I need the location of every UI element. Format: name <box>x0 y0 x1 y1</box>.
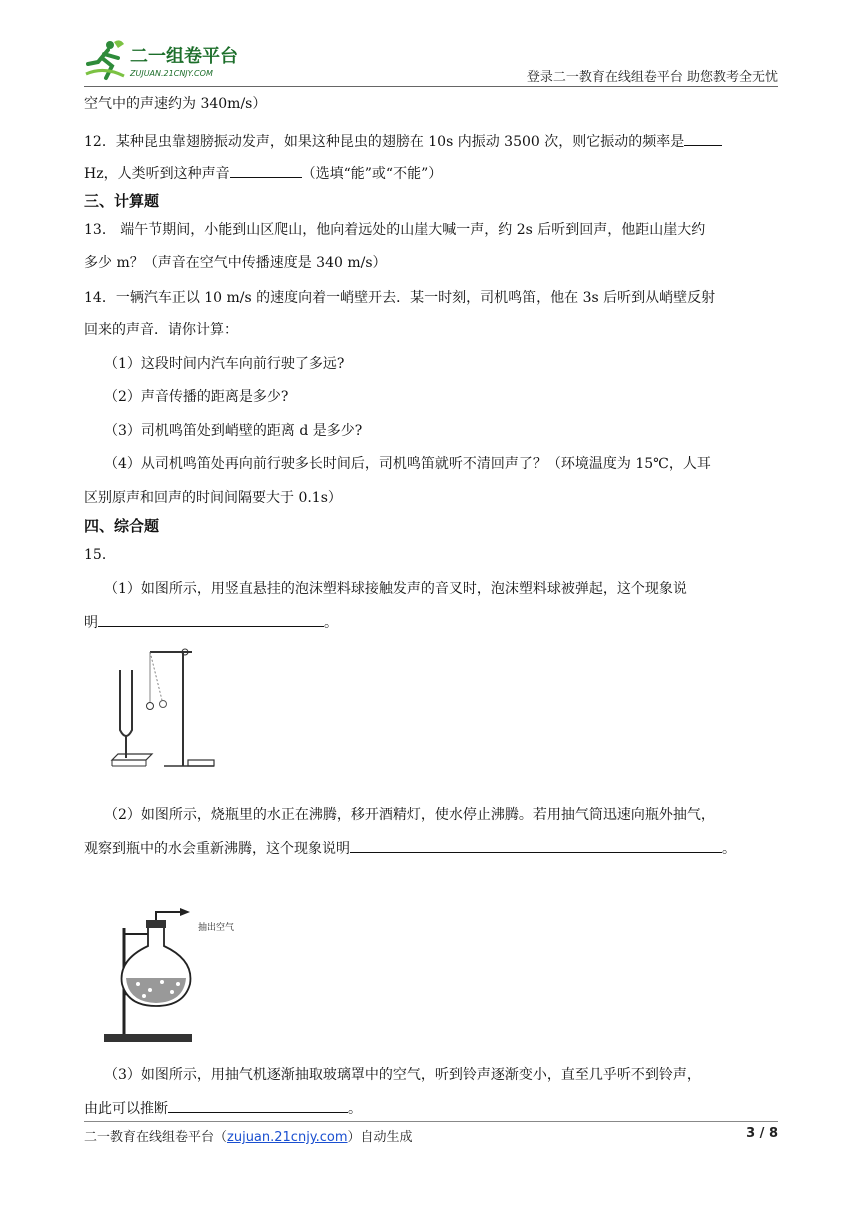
logo-title: 二一组卷平台 <box>130 46 238 67</box>
answer-blank[interactable] <box>230 163 302 178</box>
answer-blank[interactable] <box>684 131 722 146</box>
footer-source: 二一教育在线组卷平台（zujuan.21cnjy.com）自动生成 <box>84 1130 413 1145</box>
question-13: 13． 端午节期间，小能到山区爬山，他向着远处的山崖大喊一声，约 2s 后听到回声，他距山崖大约 <box>84 222 706 238</box>
question-15-part-1: （1）如图所示，用竖直悬挂的泡沫塑料球接触发声的音叉时，泡沫塑料球被弹起，这个现象说 <box>104 581 687 597</box>
question-14-part-3: （3）司机鸣笛处到峭壁的距离 d 是多少? <box>104 423 363 439</box>
question-15-part-2-cont: 观察到瓶中的水会重新沸腾，这个现象说明 。 <box>84 838 778 859</box>
tuning-fork-figure <box>110 630 220 778</box>
page-number: 3 / 8 <box>746 1126 778 1141</box>
figure-label: 抽出空气 <box>198 923 235 933</box>
header-slogan: 登录二一教育在线组卷平台 助您教考全无忧 <box>526 70 778 85</box>
site-logo[interactable] <box>84 36 274 84</box>
text-line: 空气中的声速约为 340m/s） <box>84 96 267 112</box>
question-14-cont: 回来的声音．请你计算： <box>84 322 238 338</box>
header-divider <box>84 86 778 87</box>
answer-blank[interactable] <box>350 838 722 853</box>
logo-url: ZUJUAN.21CNJY.COM <box>130 69 213 78</box>
flask-figure <box>98 898 248 1050</box>
answer-blank[interactable] <box>98 612 324 627</box>
question-15: 15． <box>84 547 116 563</box>
section-heading-4: 四、综合题 <box>84 517 160 535</box>
section-heading-3: 三、计算题 <box>84 192 160 210</box>
footer-divider <box>84 1121 778 1122</box>
footer-link[interactable]: zujuan.21cnjy.com <box>227 1130 348 1145</box>
question-14: 14．一辆汽车正以 10 m/s 的速度向着一峭壁开去．某一时刻，司机鸣笛，他在 3s 后听到从峭壁反射 <box>84 290 716 306</box>
question-12: 12．某种昆虫靠翅膀振动发声，如果这种昆虫的翅膀在 10s 内振动 3500 次，则它振动的频率是 <box>84 131 778 152</box>
answer-blank[interactable] <box>168 1098 348 1113</box>
runner-logo-icon <box>84 36 274 84</box>
question-14-part-2: （2）声音传播的距离是多少? <box>104 389 289 405</box>
question-12-cont: Hz，人类听到这种声音 （选填“能”或“不能”） <box>84 163 778 184</box>
question-15-part-3: （3）如图所示，用抽气机逐渐抽取玻璃罩中的空气，听到铃声逐渐变小，直至几乎听不到铃声， <box>104 1067 701 1083</box>
question-14-part-1: （1）这段时间内汽车向前行驶了多远? <box>104 356 345 372</box>
question-15-part-3-cont: 由此可以推断 。 <box>84 1098 778 1119</box>
question-14-part-4: （4）从司机鸣笛处再向前行驶多长时间后，司机鸣笛就听不清回声了？（环境温度为 15℃，人耳 <box>104 456 711 472</box>
question-15-part-2: （2）如图所示，烧瓶里的水正在沸腾，移开酒精灯，使水停止沸腾。若用抽气筒迅速向瓶外抽气， <box>104 807 715 823</box>
question-14-part-4-cont: 区别原声和回声的时间间隔要大于 0.1s） <box>84 490 342 506</box>
question-15-part-1-cont: 明 。 <box>84 612 778 633</box>
question-13-cont: 多少 m？（声音在空气中传播速度是 340 m/s） <box>84 255 387 271</box>
